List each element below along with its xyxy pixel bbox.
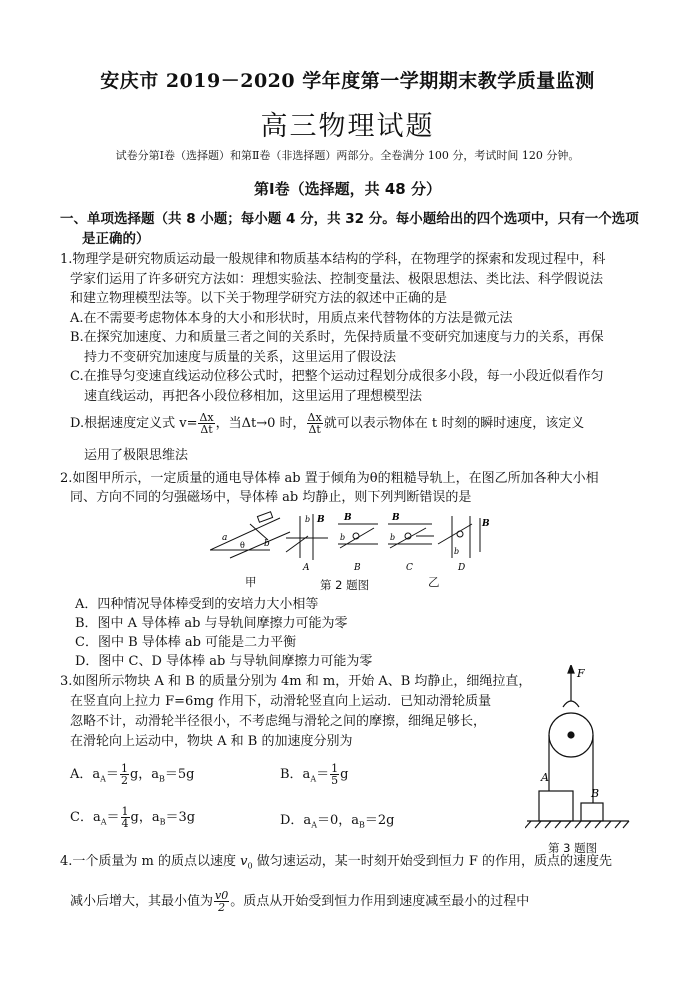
q1-option-d-post: 就可以表示物体在 t 时刻的瞬时速度，该定义 xyxy=(323,416,585,431)
q1-option-c-line2: 速直线运动，再把各小段位移相加，这里运用了理想模型法 xyxy=(84,389,423,404)
q2-fig-panel-c-b: b xyxy=(390,533,396,542)
q3-option-c-eq: ＝ xyxy=(106,810,120,825)
q2-option-c: C．图中 B 导体棒 ab 可能是二力平衡 xyxy=(75,635,297,650)
q2-figure xyxy=(210,510,520,580)
q3-option-b xyxy=(280,763,348,792)
q2-fig-panel-a-B: B xyxy=(317,515,325,525)
q3-fig-force-label: F xyxy=(577,667,585,680)
frac-num: v0 xyxy=(215,889,229,902)
q2-fig-panel-b-B: B xyxy=(344,513,352,523)
sub-a: A xyxy=(310,774,317,784)
q3-option-a-eq: ＝ xyxy=(105,767,119,782)
q3-figure xyxy=(525,665,635,840)
q1-line1: 1.物理学是研究物质运动最一般规律和物质基本结构的学科，在物理学的探索和发现过程中，科 xyxy=(60,252,606,267)
q2-option-a: A．四种情况导体棒受到的安培力大小相等 xyxy=(75,597,319,612)
q3-option-a-end: ＝5g xyxy=(164,767,195,782)
q4-line1 xyxy=(60,853,612,876)
q3-option-a-frac xyxy=(120,763,129,786)
q3-option-c-pre: C．a xyxy=(70,810,101,825)
q3-option-d-mid: ＝0，a xyxy=(316,813,359,828)
q1-option-d-frac2 xyxy=(307,412,323,435)
q3-fig-block-b-label: B xyxy=(591,787,600,800)
q3-line1: 3.如图所示物块 A 和 B 的质量分别为 4m 和 m，开始 A、B 均静止，细绳拉直， xyxy=(60,674,532,689)
q3-fig-block-a-label: A xyxy=(541,771,549,784)
q1-line3: 和建立物理模型法等。以下关于物理学研究方法的叙述中正确的是 xyxy=(70,291,448,306)
q3-option-b-eq: ＝ xyxy=(316,767,330,782)
q2-fig-a-label: a xyxy=(222,533,228,543)
q2-option-b: B．图中 A 导体棒 ab 与导轨间摩擦力可能为零 xyxy=(75,616,348,631)
frac-num: 1 xyxy=(331,762,339,775)
q1-option-b-line1: B.在探究加速度、力和质量三者之间的关系时，先保持质量不变研究加速度与力的关系，再保 xyxy=(70,330,604,345)
q2-line1: 2.如图甲所示，一定质量的通电导体棒 ab 置于倾角为θ的粗糙导轨上，在图乙所加各种大小相 xyxy=(60,471,599,486)
q3-option-b-post: g xyxy=(340,767,349,782)
q1-option-d-frac1 xyxy=(198,412,214,435)
q2-fig-panel-d-B: B xyxy=(482,519,490,529)
q3-option-d xyxy=(280,812,394,835)
q1-option-d-line2: 运用了极限思维法 xyxy=(84,448,189,463)
q3-option-d-end: ＝2g xyxy=(364,813,395,828)
q1-option-c-line1: C.在推导匀变速直线运动位移公式时，把整个运动过程划分成很多小段，每一小段近似看作匀 xyxy=(70,369,604,384)
q3-pulley-drawing xyxy=(525,665,629,828)
q4-min-speed-frac xyxy=(214,890,229,913)
q4-line2-pre: 减小后增大，其最小值为 xyxy=(70,894,214,909)
q2-fig-panel-d-label: D xyxy=(458,563,466,573)
exam-subtitle: 高三物理试题 xyxy=(260,111,435,142)
q3-option-c-end: ＝3g xyxy=(165,810,196,825)
q4-line2 xyxy=(70,889,529,915)
q3-line4: 在滑轮向上运动中，物块 A 和 B 的加速度分别为 xyxy=(70,734,353,749)
q2-option-d: D．图中 C、D 导体棒 ab 与导轨间摩擦力可能为零 xyxy=(75,654,373,669)
frac-den: Δt xyxy=(308,423,321,436)
q3-option-d-pre: D．a xyxy=(280,813,312,828)
q3-option-a xyxy=(70,763,195,792)
frac-num: 1 xyxy=(121,805,129,818)
q3-line2: 在竖直向上拉力 F=6mg 作用下，动滑轮竖直向上运动．已知动滑轮质量 xyxy=(70,694,492,709)
q3-option-b-pre: B．a xyxy=(280,767,311,782)
q2-line2: 同、方向不同的匀强磁场中，导体棒 ab 均静止，则下列判断错误的是 xyxy=(70,490,472,505)
q2-fig-label-jia: 甲 xyxy=(245,575,257,589)
q1-option-b-line2: 持力不变研究加速度与质量的关系，这里运用了假设法 xyxy=(84,350,397,365)
frac-num: 1 xyxy=(120,762,128,775)
q3-option-a-post: g，a xyxy=(129,767,160,782)
frac-den: 4 xyxy=(121,817,129,830)
frac-num: Δx xyxy=(307,411,322,424)
section-heading-line1: 一、单项选择题（共 8 小题；每小题 4 分，共 32 分。每小题给出的四个选项中，只有一个选项 xyxy=(60,211,639,227)
exam-note: 试卷分第Ⅰ卷（选择题）和第Ⅱ卷（非选择题）两部分。全卷满分 100 分，考试时间 120 分钟。 xyxy=(115,149,580,162)
q1-option-d-mid: ，当Δt→0 时， xyxy=(215,416,306,431)
q2-fig-label-yi: 乙 xyxy=(428,575,440,589)
frac-den: 5 xyxy=(331,774,339,787)
sub-b: B xyxy=(159,774,165,784)
q2-fig-panel-a-label: A xyxy=(303,563,310,573)
q2-figure-caption: 第 2 题图 xyxy=(320,578,370,592)
q1-option-d-pre: D.根据速度定义式 v= xyxy=(70,416,198,431)
q4-line2-post: 。质点从开始受到恒力作用到速度减至最小的过程中 xyxy=(230,894,530,909)
frac-den: 2 xyxy=(120,774,128,787)
q2-fig-panel-d-b: b xyxy=(454,547,460,556)
q2-fig-panel-b-b: b xyxy=(340,533,346,542)
q4-v0-sub: 0 xyxy=(247,861,253,871)
q1-option-d-line1 xyxy=(70,412,584,436)
q3-option-c-post: g，a xyxy=(130,810,160,825)
sub-a: A xyxy=(100,817,107,827)
sub-a: A xyxy=(311,820,317,830)
q1-line2: 学家们运用了许多研究方法如：理想实验法、控制变量法、极限思想法、类比法、科学假说法 xyxy=(70,272,604,287)
q2-fig-panel-b-label: B xyxy=(354,563,361,573)
q4-v0: v xyxy=(240,854,248,869)
q3-option-c-frac xyxy=(121,806,130,829)
q4-line1-post: 做匀速运动，某一时刻开始受到恒力 F 的作用，质点的速度先 xyxy=(252,854,613,869)
q1-option-a: A.在不需要考虑物体本身的大小和形状时，用质点来代替物体的方法是微元法 xyxy=(70,311,513,326)
q3-option-c xyxy=(70,806,195,835)
q2-fig-theta-label: θ xyxy=(240,541,245,550)
q3-figure-caption: 第 3 题图 xyxy=(548,841,598,855)
q3-option-b-frac xyxy=(330,763,339,786)
q2-fig-b-label: b xyxy=(264,539,270,549)
q2-fig-panel-a-b: b xyxy=(305,515,311,524)
part1-title: 第Ⅰ卷（选择题，共 48 分） xyxy=(254,180,441,198)
frac-den: Δt xyxy=(200,423,213,436)
sub-b: B xyxy=(359,820,365,830)
q3-line3: 忽略不计，动滑轮半径很小，不考虑绳与滑轮之间的摩擦，细绳足够长， xyxy=(70,714,487,729)
exam-title: 安庆市 2019－2020 学年度第一学期期末教学质量监测 xyxy=(100,70,595,92)
frac-den: 2 xyxy=(218,901,226,914)
q4-line1-pre: 4.一个质量为 m 的质点以速度 xyxy=(60,854,241,869)
sub-b: B xyxy=(159,817,166,827)
q2-fig-panel-c-label: C xyxy=(406,563,413,573)
q3-option-a-pre: A．a xyxy=(70,767,101,782)
sub-a: A xyxy=(100,774,106,784)
frac-num: Δx xyxy=(199,411,214,424)
section-heading-line2: 是正确的） xyxy=(82,231,150,247)
q2-fig-panel-c-B: B xyxy=(392,513,400,523)
